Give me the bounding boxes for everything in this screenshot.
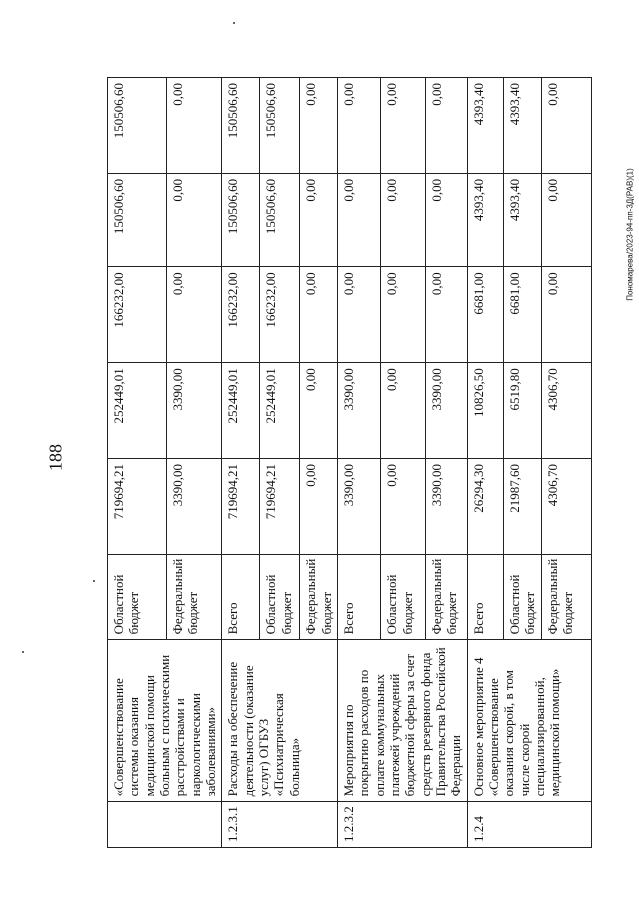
funding-source: Всего (337, 554, 380, 640)
row-name: Основное мероприятие 4 «Совершенствование оказания скорой, в том числе скорой специализированной, медицинской помощи» (467, 640, 591, 802)
amount-cell: 252449,01 (222, 363, 260, 459)
table-row (108, 78, 167, 848)
amount-cell: 166232,00 (260, 267, 300, 363)
amount-cell: 150506,60 (260, 78, 300, 174)
amount-cell: 166232,00 (222, 267, 260, 363)
amount-cell: 0,00 (381, 267, 425, 363)
amount-cell: 0,00 (541, 78, 591, 174)
amount-cell: 0,00 (381, 363, 425, 459)
table-row (467, 78, 503, 848)
amount-cell: 0,00 (167, 173, 222, 267)
amount-cell: 0,00 (167, 78, 222, 174)
row-name: «Совершенствование системы оказания медицинской помощи больным с психическими расстройствами и наркологическими заболеваниями» (108, 640, 222, 802)
amount-cell: 0,00 (381, 173, 425, 267)
amount-cell: 0,00 (167, 267, 222, 363)
amount-cell: 0,00 (300, 267, 338, 363)
amount-cell: 0,00 (337, 267, 380, 363)
amount-cell: 0,00 (541, 173, 591, 267)
funding-source: Всего (222, 554, 260, 640)
amount-cell: 4393,40 (467, 173, 503, 267)
amount-cell: 3390,00 (337, 363, 380, 459)
amount-cell: 3390,00 (425, 459, 467, 555)
amount-cell: 4393,40 (503, 173, 541, 267)
amount-cell: 10826,50 (467, 363, 503, 459)
row-name: Мероприятия по покрытию расходов по оплате коммунальных платежей учреждений бюджетной сферы за счет средств резервного фонда Правительства Российской Федерации (337, 640, 467, 802)
page-number: 188 (45, 444, 66, 471)
row-code: 1.2.4 (467, 802, 591, 848)
amount-cell: 150506,60 (260, 173, 300, 267)
amount-cell: 0,00 (337, 173, 380, 267)
amount-cell: 150506,60 (108, 173, 167, 267)
row-name: Расходы на обеспечение деятельности (оказание услуг) ОГБУЗ «Психиатрическая больница» (222, 640, 338, 802)
funding-source: Всего (467, 554, 503, 640)
amount-cell: 150506,60 (222, 78, 260, 174)
amount-cell: 0,00 (300, 173, 338, 267)
row-code (108, 802, 222, 848)
funding-source: Областной бюджет (260, 554, 300, 640)
document-code: Пономарева/2023-94-пп-3Д(РАВ)(1) (625, 168, 635, 301)
table-row (222, 78, 260, 848)
amount-cell: 26294,30 (467, 459, 503, 555)
funding-source: Федеральный бюджет (425, 554, 467, 640)
amount-cell: 4393,40 (503, 78, 541, 174)
funding-source: Областной бюджет (381, 554, 425, 640)
amount-cell: 0,00 (381, 459, 425, 555)
amount-cell: 252449,01 (108, 363, 167, 459)
amount-cell: 0,00 (300, 363, 338, 459)
amount-cell: 0,00 (337, 78, 380, 174)
amount-cell: 0,00 (300, 78, 338, 174)
amount-cell: 6519,80 (503, 363, 541, 459)
amount-cell: 0,00 (425, 78, 467, 174)
amount-cell: 166232,00 (108, 267, 167, 363)
amount-cell: 719694,21 (108, 459, 167, 555)
funding-source: Областной бюджет (108, 554, 167, 640)
funding-source: Федеральный бюджет (167, 554, 222, 640)
amount-cell: 4393,40 (467, 78, 503, 174)
funding-source: Областной бюджет (503, 554, 541, 640)
scan-speck (93, 580, 95, 582)
row-code: 1.2.3.1 (222, 802, 338, 848)
amount-cell: 0,00 (425, 267, 467, 363)
amount-cell: 4306,70 (541, 363, 591, 459)
amount-cell: 3390,00 (167, 363, 222, 459)
amount-cell: 6681,00 (467, 267, 503, 363)
amount-cell: 3390,00 (425, 363, 467, 459)
amount-cell: 150506,60 (222, 173, 260, 267)
budget-table-container (107, 77, 575, 848)
scan-speck (233, 22, 235, 24)
amount-cell: 4306,70 (541, 459, 591, 555)
amount-cell: 150506,60 (108, 78, 167, 174)
amount-cell: 3390,00 (167, 459, 222, 555)
amount-cell: 719694,21 (222, 459, 260, 555)
funding-source: Федеральный бюджет (300, 554, 338, 640)
amount-cell: 21987,60 (503, 459, 541, 555)
table-row (337, 78, 380, 848)
amount-cell: 6681,00 (503, 267, 541, 363)
amount-cell: 252449,01 (260, 363, 300, 459)
amount-cell: 0,00 (541, 267, 591, 363)
row-code: 1.2.3.2 (337, 802, 467, 848)
funding-source: Федеральный бюджет (541, 554, 591, 640)
amount-cell: 719694,21 (260, 459, 300, 555)
budget-table (107, 77, 592, 848)
amount-cell: 0,00 (381, 78, 425, 174)
scan-speck (22, 651, 24, 653)
amount-cell: 3390,00 (337, 459, 380, 555)
amount-cell: 0,00 (425, 173, 467, 267)
amount-cell: 0,00 (300, 459, 338, 555)
